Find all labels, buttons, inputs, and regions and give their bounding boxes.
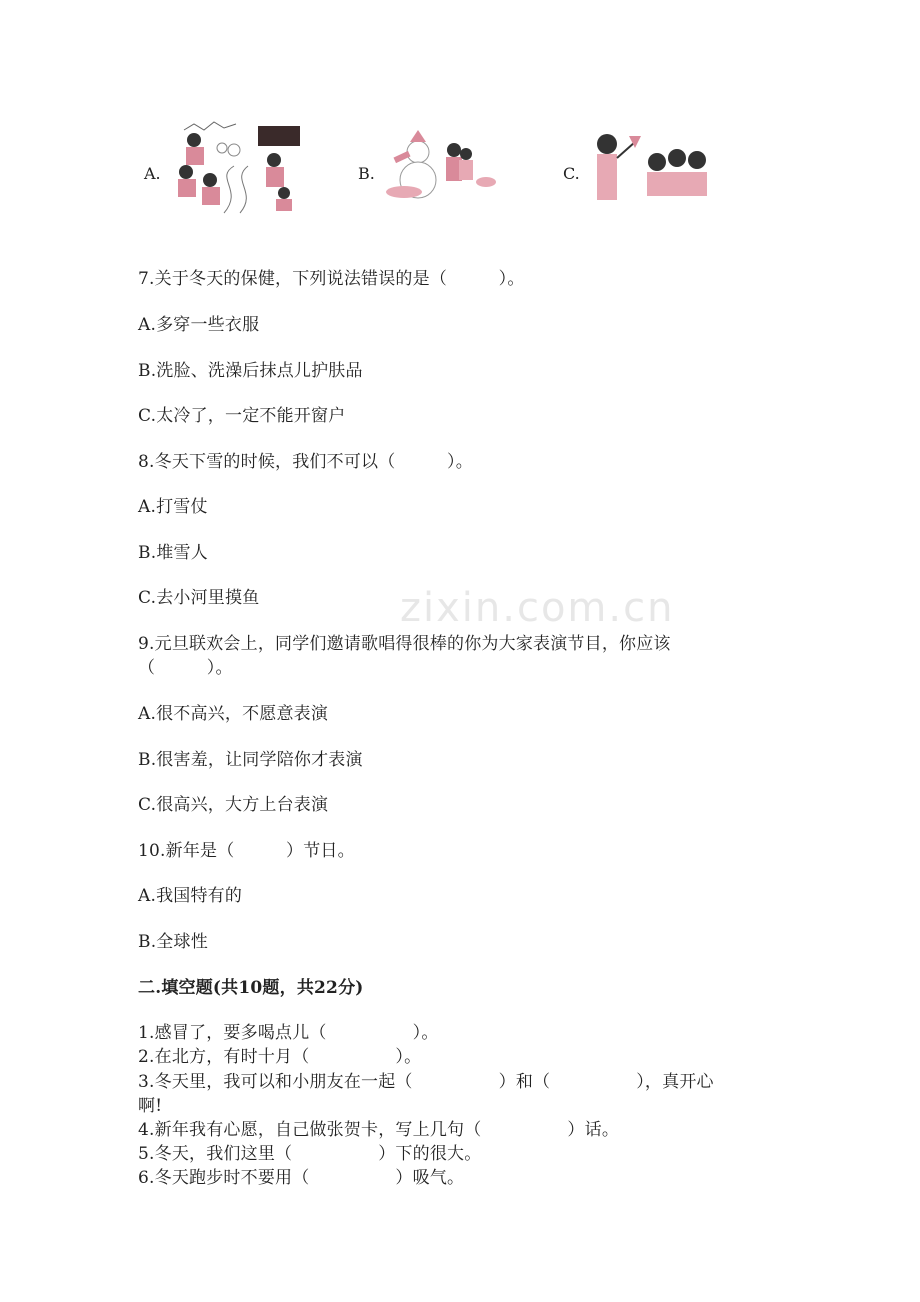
q10-text: 10.新年是（ ）节日。: [138, 841, 355, 861]
snowball-fight-picture: [164, 118, 310, 218]
q9-text-cont: （ ）。: [138, 658, 233, 678]
q7-text: 7.关于冬天的保健，下列说法错误的是（ ）。: [138, 269, 525, 289]
picture-c-label: C.: [563, 164, 580, 183]
q8-option-b: B.堆雪人: [138, 543, 208, 563]
q10-option-b: B.全球性: [138, 932, 208, 952]
q8-option-a: A.打雪仗: [138, 497, 208, 517]
q7-option-c: C.太冷了，一定不能开窗户: [138, 406, 346, 426]
fill-3-cont: 啊!: [138, 1096, 163, 1116]
picture-a-label: A.: [144, 164, 161, 183]
fill-6: 6.冬天跑步时不要用（ ）吸气。: [138, 1168, 465, 1188]
fill-4: 4.新年我有心愿，自己做张贺卡，写上几句（ ）话。: [138, 1120, 620, 1140]
q9-option-b: B.很害羞，让同学陪你才表演: [138, 750, 363, 770]
q7-option-b: B.洗脸、洗澡后抹点儿护肤品: [138, 361, 363, 381]
teacher-students-picture: [585, 128, 715, 208]
q8-option-c: C.去小河里摸鱼: [138, 588, 260, 608]
watermark: zixin.com.cn: [400, 585, 675, 631]
fill-2: 2.在北方，有时十月（ ）。: [138, 1047, 422, 1067]
fill-1: 1.感冒了，要多喝点儿（ ）。: [138, 1023, 439, 1043]
fill-3: 3.冬天里，我可以和小朋友在一起（ ）和（ ），真开心: [138, 1072, 714, 1092]
q10-option-a: A.我国特有的: [138, 886, 243, 906]
picture-b-label: B.: [358, 164, 375, 183]
answer-pictures: [0, 118, 920, 228]
q9-option-c: C.很高兴，大方上台表演: [138, 795, 329, 815]
q8-text: 8.冬天下雪的时候，我们不可以（ ）。: [138, 452, 473, 472]
snowman-picture: [380, 124, 500, 208]
q9-text: 9.元旦联欢会上，同学们邀请歌唱得很棒的你为大家表演节目，你应该: [138, 634, 671, 654]
q9-option-a: A.很不高兴，不愿意表演: [138, 704, 329, 724]
fill-5: 5.冬天，我们这里（ ）下的很大。: [138, 1144, 482, 1164]
section-heading: 二.填空题(共10题，共22分): [138, 978, 364, 998]
q7-option-a: A.多穿一些衣服: [138, 315, 260, 335]
